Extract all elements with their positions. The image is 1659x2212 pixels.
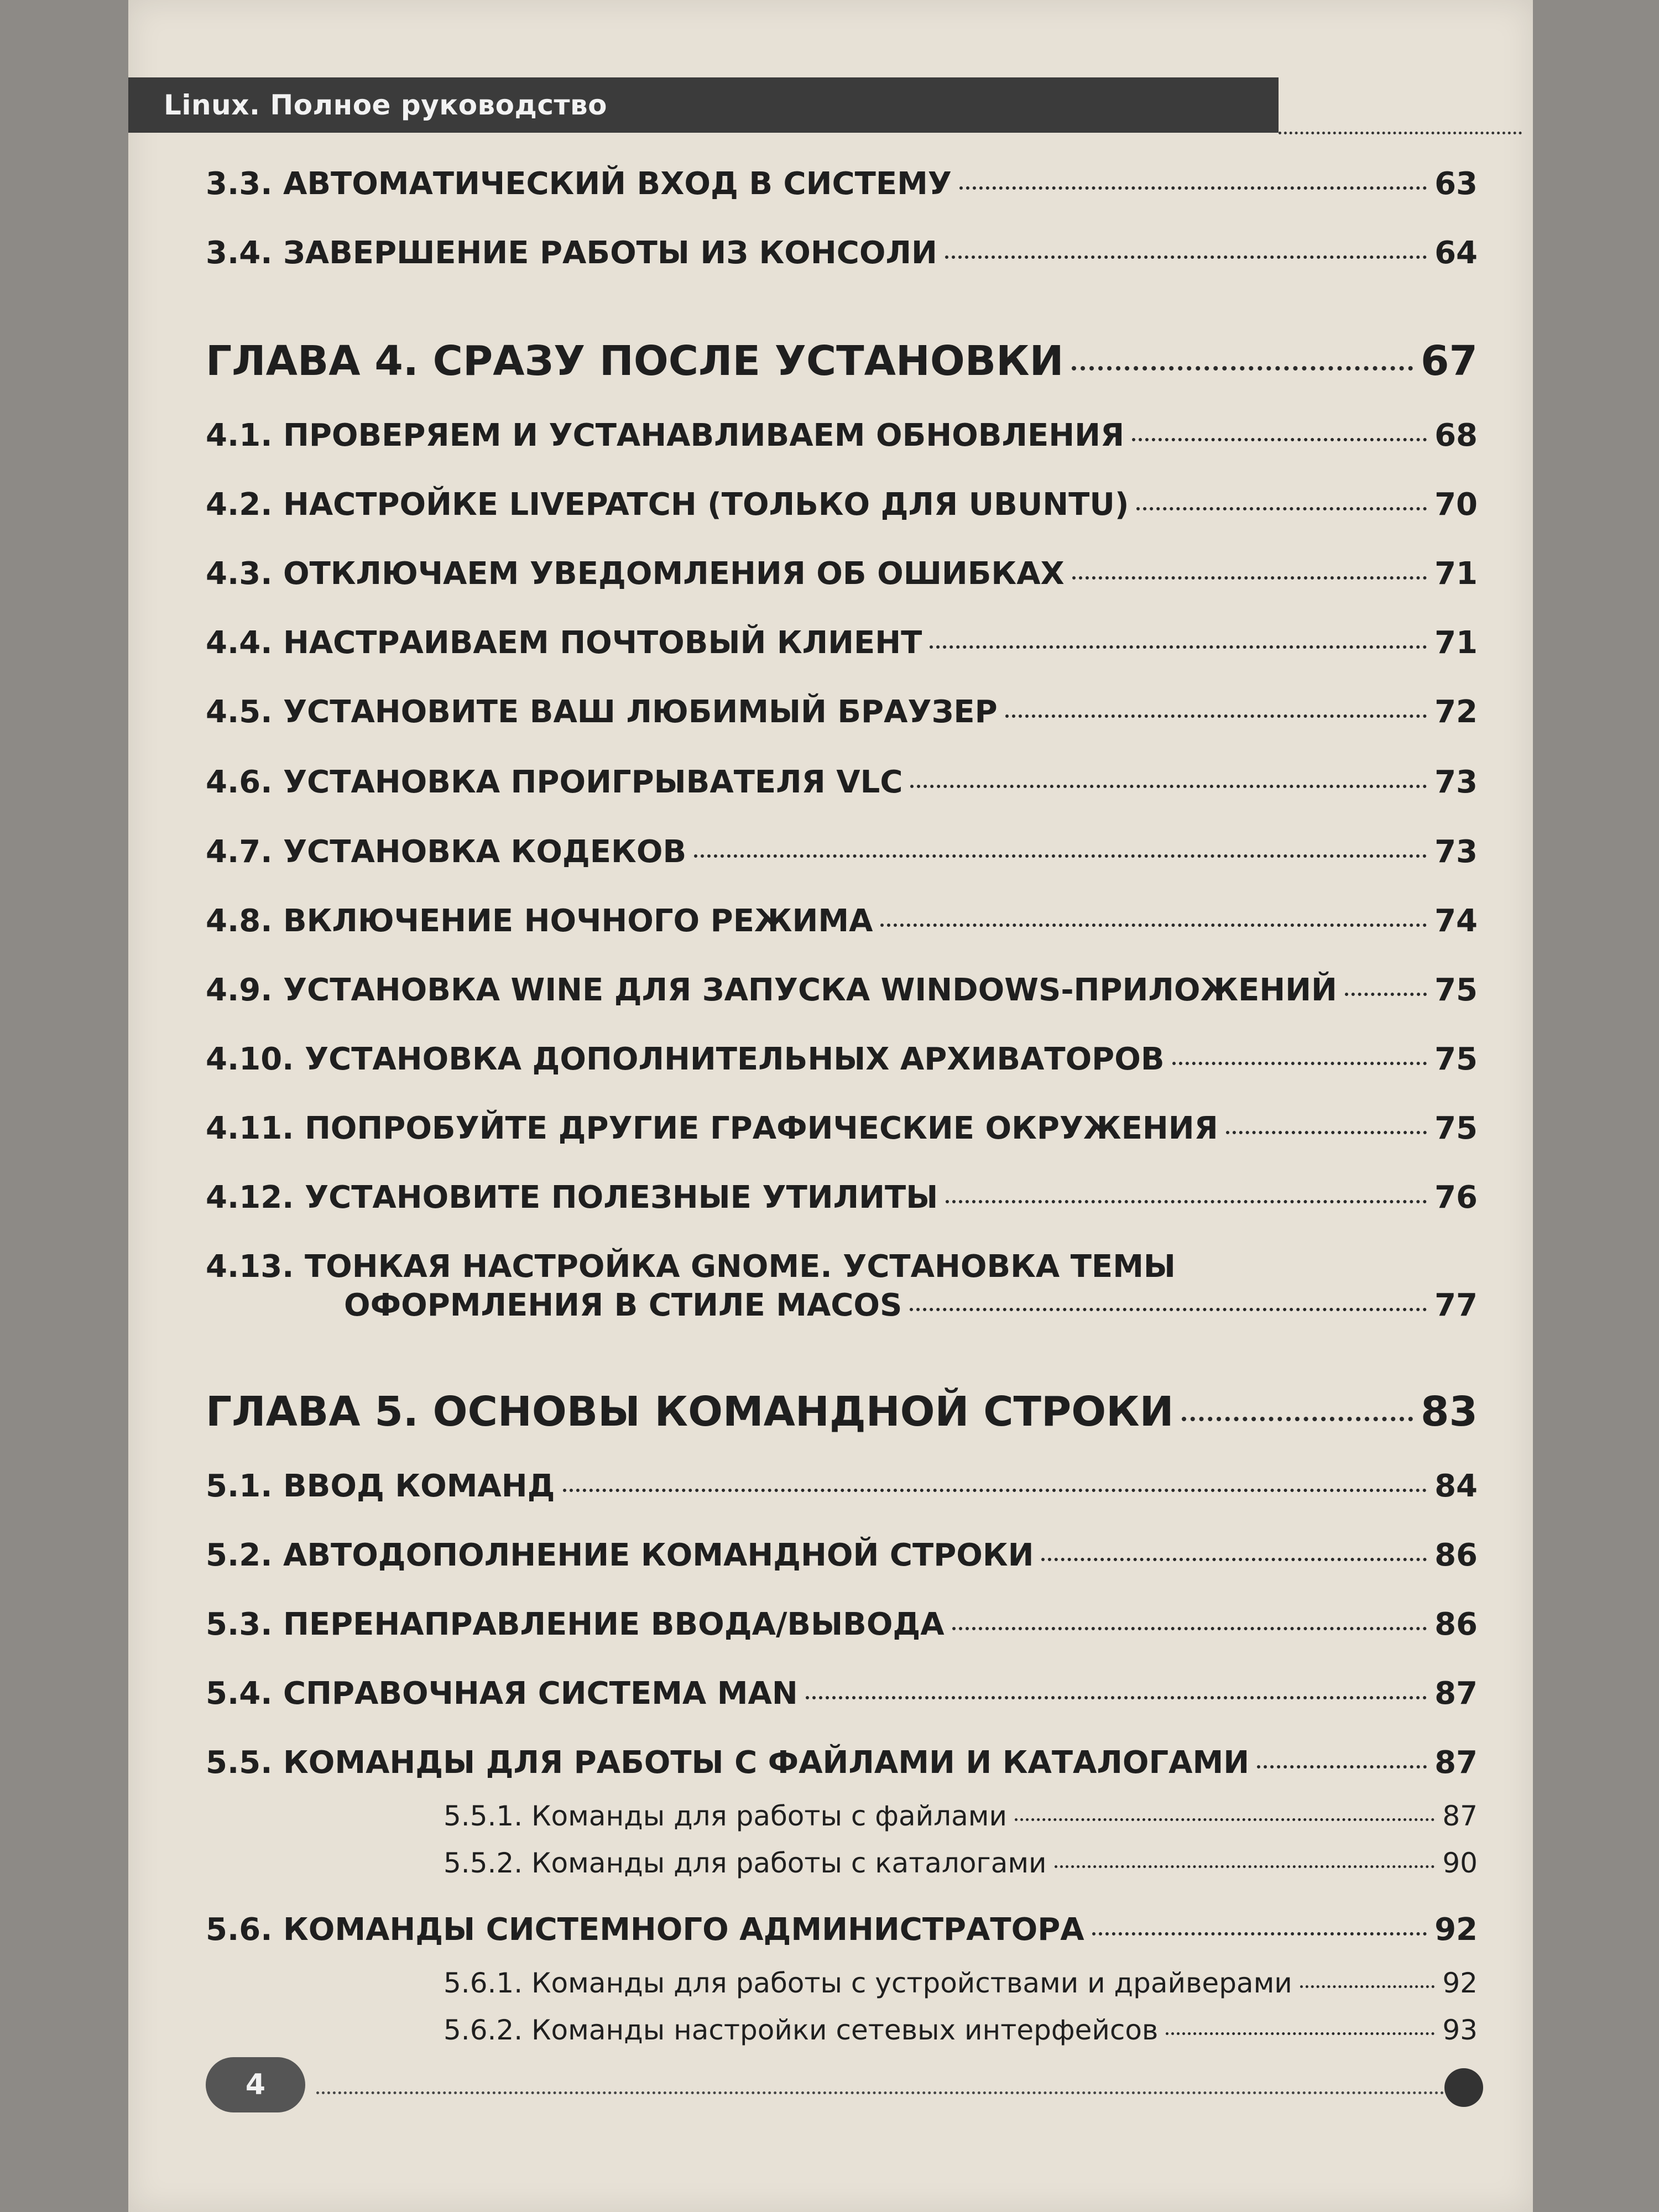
toc-entry-4-11 <box>206 1110 1478 1146</box>
toc-subentry-page: 92 <box>1442 1967 1478 1999</box>
dot-leader <box>1166 2032 1434 2035</box>
toc-entry-label: 4.5. УСТАНОВИТЕ ВАШ ЛЮБИМЫЙ БРАУЗЕР <box>206 694 998 730</box>
toc-entry-4-9 <box>206 972 1478 1008</box>
dot-leader <box>563 1489 1427 1492</box>
toc-entry-page: 74 <box>1434 903 1478 939</box>
toc-entry-page: 73 <box>1434 764 1478 800</box>
toc-entry-label: 4.3. ОТКЛЮЧАЕМ УВЕДОМЛЕНИЯ ОБ ОШИБКАХ <box>206 556 1065 592</box>
toc-subentry-label: 5.5.2. Команды для работы с каталогами <box>444 1847 1047 1879</box>
toc-entry-5-4 <box>206 1676 1478 1712</box>
toc-entry-label: 5.3. ПЕРЕНАПРАВЛЕНИЕ ВВОДА/ВЫВОДА <box>206 1606 945 1642</box>
running-header <box>128 77 1279 133</box>
dot-leader <box>1257 1765 1427 1768</box>
toc-entry-label: 4.2. НАСТРОЙКЕ LIVEPATCH (ТОЛЬКО ДЛЯ UBUNTU) <box>206 487 1129 523</box>
toc-entry-page: 92 <box>1434 1912 1478 1948</box>
toc-entry-5-5 <box>206 1745 1478 1781</box>
toc-entry-4-5 <box>206 694 1478 730</box>
toc-entry-5-1 <box>206 1468 1478 1504</box>
toc-entry-4-1 <box>206 418 1478 453</box>
toc-chapter-5 <box>206 1388 1478 1436</box>
dot-leader <box>1092 1932 1427 1936</box>
toc-entry-4-13-line1: 4.13. ТОНКАЯ НАСТРОЙКА GNOME. УСТАНОВКА ТЕМЫ <box>206 1249 1176 1285</box>
toc-entry-page: 87 <box>1434 1745 1478 1781</box>
dot-leader <box>910 785 1427 788</box>
dot-leader <box>880 924 1427 927</box>
toc-entry-page: 63 <box>1434 166 1478 202</box>
toc-entry-page: 77 <box>1434 1287 1478 1323</box>
book-page <box>128 0 1533 2212</box>
toc-subentry-label: 5.6.2. Команды настройки сетевых интерфейсов <box>444 2014 1159 2046</box>
toc-entry-page: 64 <box>1434 235 1478 271</box>
toc-entry-page: 75 <box>1434 1041 1478 1077</box>
toc-entry-label: 4.12. УСТАНОВИТЕ ПОЛЕЗНЫЕ УТИЛИТЫ <box>206 1180 938 1215</box>
toc-entry-page: 68 <box>1434 418 1478 453</box>
dot-leader <box>945 255 1427 259</box>
toc-entry-page: 86 <box>1434 1606 1478 1642</box>
header-dotted-rule <box>1279 132 1522 134</box>
dot-leader <box>1055 1865 1435 1868</box>
toc-chapter-page: 67 <box>1421 337 1478 385</box>
toc-entry-5-6 <box>206 1912 1478 1948</box>
toc-entry-4-13 <box>344 1287 1478 1323</box>
dot-leader <box>1005 714 1427 718</box>
dot-leader <box>1136 507 1427 510</box>
dot-leader <box>959 186 1427 190</box>
toc-entry-page: 73 <box>1434 834 1478 870</box>
toc-entry-label: 5.2. АВТОДОПОЛНЕНИЕ КОМАНДНОЙ СТРОКИ <box>206 1537 1034 1573</box>
toc-entry-page: 87 <box>1434 1676 1478 1712</box>
toc-entry-label: 4.6. УСТАНОВКА ПРОИГРЫВАТЕЛЯ VLC <box>206 764 903 800</box>
toc-entry-label: 4.7. УСТАНОВКА КОДЕКОВ <box>206 834 687 870</box>
toc-entry-page: 72 <box>1434 694 1478 730</box>
toc-entry-4-3 <box>206 556 1478 592</box>
dot-leader <box>1041 1558 1427 1561</box>
toc-subentry-label: 5.5.1. Команды для работы с файлами <box>444 1800 1007 1832</box>
toc-entry-4-2 <box>206 487 1478 523</box>
toc-entry-label: 5.5. КОМАНДЫ ДЛЯ РАБОТЫ С ФАЙЛАМИ И КАТАЛОГАМИ <box>206 1745 1250 1781</box>
toc-subentry-page: 90 <box>1442 1847 1478 1879</box>
page-footer <box>206 2057 1483 2112</box>
toc-entry-label: 3.3. АВТОМАТИЧЕСКИЙ ВХОД В СИСТЕМУ <box>206 166 952 202</box>
footer-dotted-rule <box>316 2091 1444 2094</box>
toc-subentry-5-5-2 <box>444 1847 1478 1879</box>
dot-leader <box>946 1200 1427 1203</box>
toc-chapter-page: 83 <box>1421 1388 1478 1436</box>
toc-entry-4-7 <box>206 834 1478 870</box>
dot-leader <box>1345 993 1427 996</box>
dot-leader <box>910 1308 1427 1311</box>
page-number-badge: 4 <box>206 2057 305 2112</box>
toc-entry-label: 5.6. КОМАНДЫ СИСТЕМНОГО АДМИНИСТРАТОРА <box>206 1912 1084 1948</box>
dot-leader <box>694 854 1427 858</box>
toc-entry-4-8 <box>206 903 1478 939</box>
toc-entry-3-4 <box>206 235 1478 271</box>
dot-leader <box>1300 1985 1435 1988</box>
dot-leader <box>1015 1818 1434 1821</box>
toc-entry-page: 84 <box>1434 1468 1478 1504</box>
dot-leader <box>1226 1131 1427 1134</box>
toc-entry-4-10 <box>206 1041 1478 1077</box>
toc-entry-label: 3.4. ЗАВЕРШЕНИЕ РАБОТЫ ИЗ КОНСОЛИ <box>206 235 937 271</box>
toc-chapter-label: ГЛАВА 4. СРАЗУ ПОСЛЕ УСТАНОВКИ <box>206 337 1064 385</box>
toc-entry-page: 76 <box>1434 1180 1478 1215</box>
toc-entry-label: 4.4. НАСТРАИВАЕМ ПОЧТОВЫЙ КЛИЕНТ <box>206 625 922 661</box>
dot-leader <box>1072 366 1413 371</box>
dot-leader <box>1172 1062 1427 1065</box>
toc-entry-4-6 <box>206 764 1478 800</box>
toc-entry-4-12 <box>206 1180 1478 1215</box>
toc-entry-page: 75 <box>1434 972 1478 1008</box>
toc-subentry-5-5-1 <box>444 1800 1478 1832</box>
toc-entry-page: 71 <box>1434 556 1478 592</box>
toc-entry-label: 4.8. ВКЛЮЧЕНИЕ НОЧНОГО РЕЖИМА <box>206 903 873 939</box>
toc-entry-label: 5.1. ВВОД КОМАНД <box>206 1468 555 1504</box>
toc-entry-page: 75 <box>1434 1110 1478 1146</box>
toc-entry-5-2 <box>206 1537 1478 1573</box>
toc-entry-label: 4.10. УСТАНОВКА ДОПОЛНИТЕЛЬНЫХ АРХИВАТОРОВ <box>206 1041 1165 1077</box>
toc-entry-3-3 <box>206 166 1478 202</box>
toc-subentry-5-6-1 <box>444 1967 1478 1999</box>
dot-leader <box>806 1696 1427 1699</box>
toc-entry-5-3 <box>206 1606 1478 1642</box>
footer-dot-ornament <box>1444 2068 1483 2107</box>
toc-entry-label: 4.1. ПРОВЕРЯЕМ И УСТАНАВЛИВАЕМ ОБНОВЛЕНИЯ <box>206 418 1125 453</box>
toc-chapter-label: ГЛАВА 5. ОСНОВЫ КОМАНДНОЙ СТРОКИ <box>206 1388 1174 1436</box>
toc-subentry-5-6-2 <box>444 2014 1478 2046</box>
toc-entry-page: 70 <box>1434 487 1478 523</box>
dot-leader <box>1132 438 1427 441</box>
dot-leader <box>930 645 1427 649</box>
toc-subentry-label: 5.6.1. Команды для работы с устройствами и драйверами <box>444 1967 1292 1999</box>
toc-entry-page: 86 <box>1434 1537 1478 1573</box>
toc-entry-label: ОФОРМЛЕНИЯ В СТИЛЕ MACOS <box>344 1287 902 1323</box>
toc-subentry-page: 87 <box>1442 1800 1478 1832</box>
toc-entry-4-4 <box>206 625 1478 661</box>
toc-entry-page: 71 <box>1434 625 1478 661</box>
dot-leader <box>1072 576 1427 580</box>
toc-entry-label: 5.4. СПРАВОЧНАЯ СИСТЕМА MAN <box>206 1676 798 1712</box>
running-header-title: Linux. Полное руководство <box>164 89 608 121</box>
toc-subentry-page: 93 <box>1442 2014 1478 2046</box>
toc-entry-label: 4.11. ПОПРОБУЙТЕ ДРУГИЕ ГРАФИЧЕСКИЕ ОКРУЖЕНИЯ <box>206 1110 1218 1146</box>
dot-leader <box>1182 1417 1413 1421</box>
toc-entry-label: 4.9. УСТАНОВКА WINE ДЛЯ ЗАПУСКА WINDOWS-ПРИЛОЖЕНИЙ <box>206 972 1337 1008</box>
dot-leader <box>952 1627 1427 1630</box>
toc-chapter-4 <box>206 337 1478 385</box>
